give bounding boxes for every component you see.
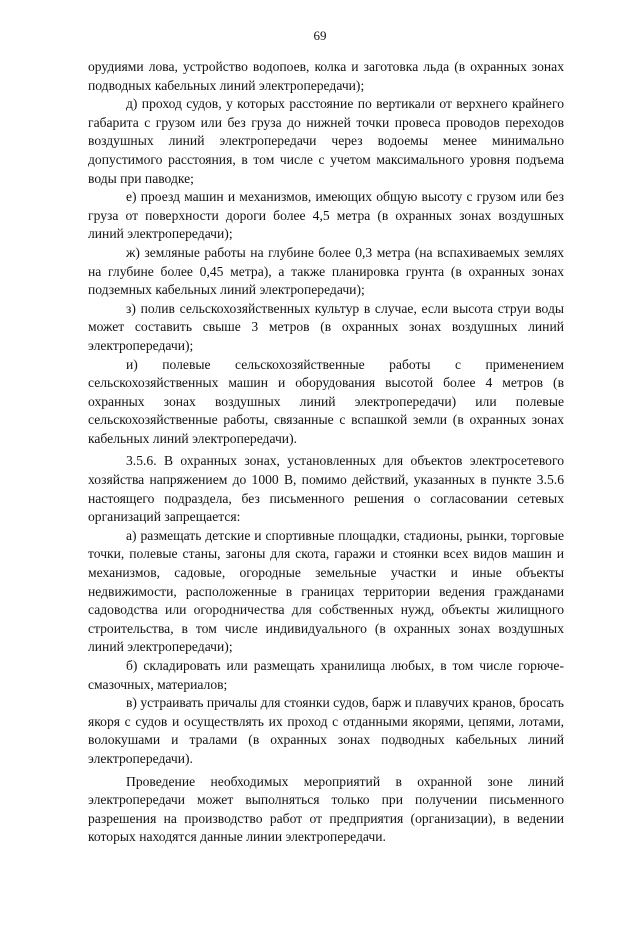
paragraph-item-b: б) складировать или размещать хранилища любых, в том числе горюче-смазочных, материалов; [88, 658, 564, 692]
paragraph-closing: Проведение необходимых мероприятий в охранной зоне линий электропередачи может выполняться только при получении письменного разрешения на производство работ от предприятия (организации), в ведении которых находятся данные линии электропередачи. [88, 773, 564, 845]
paragraph-item-e: е) проезд машин и механизмов, имеющих общую высоту с грузом или без груза от поверхности дороги более 4,5 метра (в охранных зонах воздушных линий электропередачи); [88, 189, 564, 242]
paragraph-item-a: а) размещать детские и спортивные площадки, стадионы, рынки, торговые точки, полевые станы, загоны для скота, гаражи и стоянки всех видов машин и механизмов, садовые, огородные земельные участки и иные объекты недвижимости, расположенные в границах территории ведения гражданами садоводства или огородничества для собственных нужд, объекты жилищного строительства, в том числе индивидуального (в охранных зонах воздушных линий электропередачи); [88, 527, 564, 655]
paragraph-item-z: з) полив сельскохозяйственных культур в случае, если высота струи воды может составить свыше 3 метров (в охранных зонах воздушных линий электропередачи); [88, 300, 564, 353]
page-number: 69 [313, 28, 327, 43]
paragraph-section-3-5-6: 3.5.6. В охранных зонах, установленных для объектов электросетевого хозяйства напряжением до 1000 В, помимо действий, указанных в пункте 3.5.6 настоящего подраздела, без письменного решения о согласовании сетевых организаций запрещается: [88, 453, 564, 525]
paragraph-continuation: орудиями лова, устройство водопоев, колка и заготовка льда (в охранных зонах подводных кабельных линий электропередачи); [88, 59, 564, 93]
paragraph-item-zh: ж) земляные работы на глубине более 0,3 метра (на вспахиваемых землях на глубине более 0,45 метра), а также планировка грунта (в охранных зонах подземных кабельных линий электропередачи); [88, 244, 564, 298]
paragraph-item-i: и) полевые сельскохозяйственные работы с применением сельскохозяйственных машин и оборудования высотой более 4 метров (в охранных зонах воздушных линий электропередачи) или полевые сельскохозяйственные работы, связанные с вспашкой земли (в охранных зонах кабельных линий электропередачи). [88, 356, 564, 446]
paragraph-item-v: в) устраивать причалы для стоянки судов, барж и плавучих кранов, бросать якоря с судов и осуществлять их проход с отданными якорями, цепями, лотами, волокушами и тралами (в охранных зонах подводных кабельных линий электропередачи). [88, 695, 564, 766]
paragraph-item-d: д) проход судов, у которых расстояние по вертикали от верхнего крайнего габарита с грузом или без груза до нижней точки провеса проводов переходов воздушных линий электропередачи через водоемы менее минимально допустимого расстояния, в том числе с учетом максимального уровня подъема воды при паводке; [88, 96, 564, 186]
document-body [88, 58, 564, 847]
